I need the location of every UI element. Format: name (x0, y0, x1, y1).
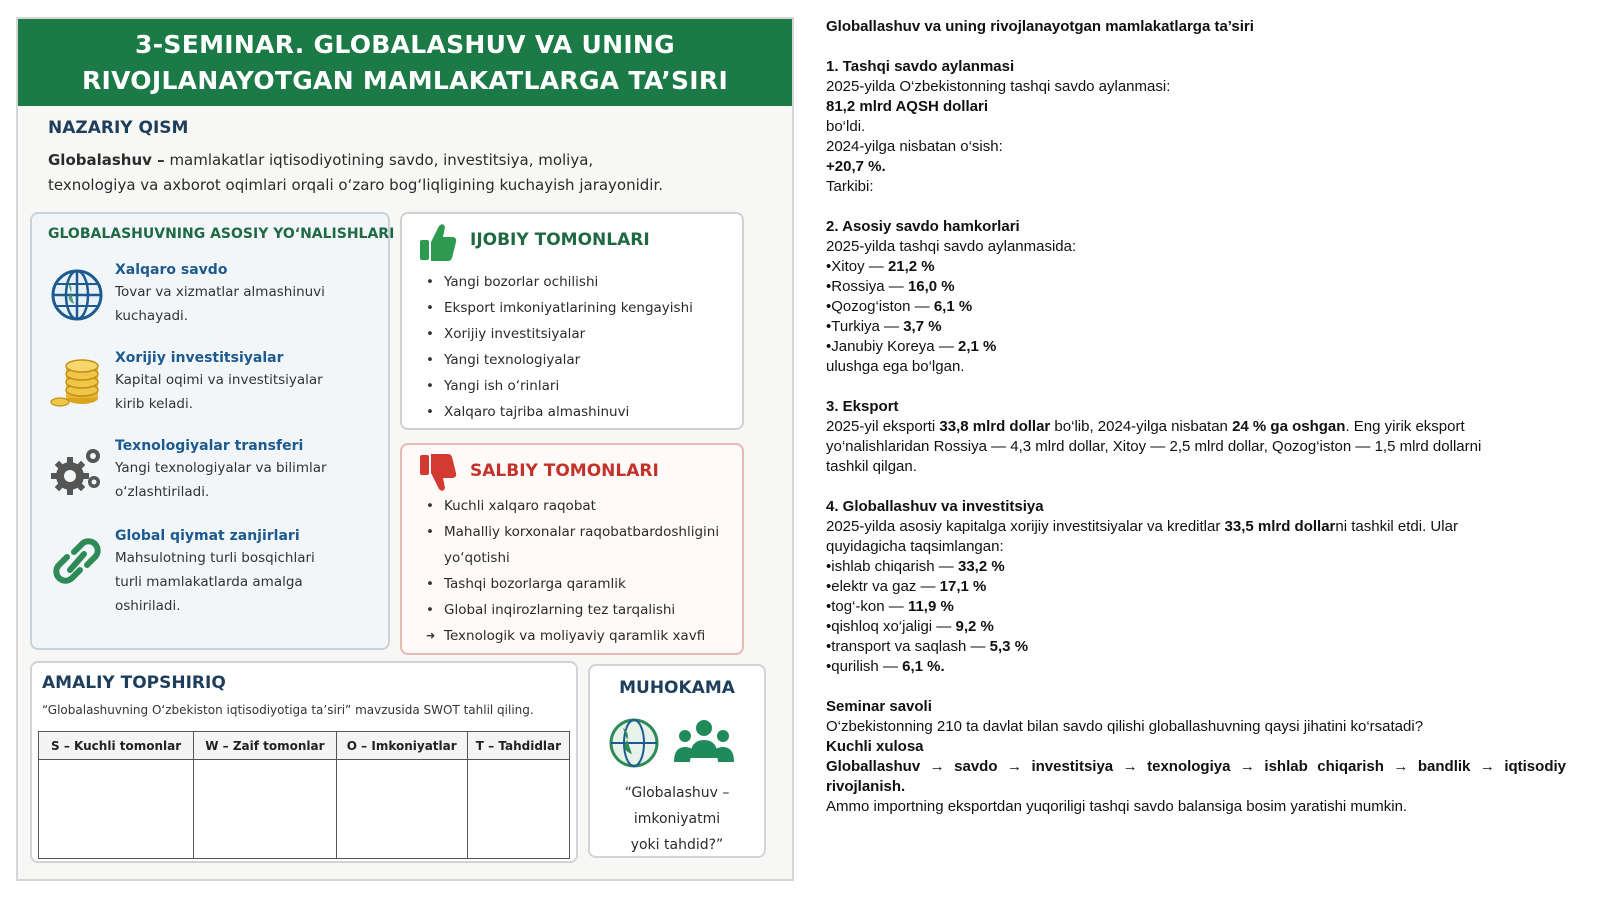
chain-link-icon (48, 530, 106, 592)
theory-section (48, 118, 748, 198)
section-title: Seminar savoli (826, 698, 932, 715)
section-title: 2. Asosiy savdo hamkorlari (826, 218, 1020, 235)
list-item: •Rossiya — 16,0 % (826, 278, 955, 295)
definition-line2: texnologiya va axborot oqimlari orqali o‘zaro bog‘liqligining kuchayish jarayonidir. (48, 176, 664, 194)
discussion-quote: “Globalashuv – imkoniyatmi yoki tahdid?” (624, 785, 730, 853)
theory-title: NAZARIY QISM (48, 118, 189, 138)
section-text: ulushga ega bo‘lgan. (826, 358, 965, 375)
swot-cell (39, 760, 194, 859)
list-item: •Turkiya — 3,7 % (826, 318, 942, 335)
definition-term: Globalashuv – (48, 151, 165, 169)
section-text: 2025-yilda tashqi savdo aylanmasida: (826, 238, 1077, 255)
discussion-title: MUHOKAMA (619, 678, 735, 698)
discussion-card (588, 664, 766, 858)
list-item: •tog‘-kon — 11,9 % (826, 598, 954, 615)
pros-card (400, 212, 744, 430)
swot-opportunities-header: O – Imkoniyatlar (336, 732, 467, 760)
section-text: 2025-yilda O‘zbekistonning tashqi savdo aylanmasi: (826, 78, 1171, 95)
pros-list (426, 269, 736, 425)
list-item: • Global inqirozlarning tez tarqalishi (426, 597, 736, 623)
cons-title: SALBIY TOMONLARI (470, 461, 659, 481)
direction-text: Kapital oqimi va investitsiyalar kirib keladi. (115, 372, 323, 412)
practice-card (30, 661, 578, 863)
swot-cell (194, 760, 336, 859)
poster-title-line1: 3-SEMINAR. GLOBALASHUV VA UNING (135, 30, 675, 59)
cons-list (426, 493, 736, 649)
list-item: • Yangi bozorlar ochilishi (426, 269, 736, 295)
list-item: •ishlab chiqarish — 33,2 % (826, 558, 1005, 575)
directions-title: GLOBALASHUVNING ASOSIY YO‘NALISHLARI (48, 226, 395, 242)
seminar-question: O‘zbekistonning 210 ta davlat bilan savdo qilishi globallashuvning qaysi jihatini ko‘rsatadi? (826, 718, 1424, 735)
coins-icon (48, 352, 106, 414)
gears-icon (48, 440, 106, 502)
globe-icon (611, 720, 657, 766)
list-item: •Janubiy Koreya — 2,1 % (826, 338, 997, 355)
list-item: •qurilish — 6,1 %. (826, 658, 945, 675)
section-text: Tarkibi: (826, 178, 874, 195)
poster-header (18, 19, 792, 106)
swot-threats-header: T – Tahdidlar (467, 732, 569, 760)
swot-cell (467, 760, 569, 859)
section-text: 2025-yilda asosiy kapitalga xorijiy investitsiyalar va kreditlar 33,5 mlrd dollarni tashkil etdi. Ular (826, 518, 1458, 535)
list-item: • Xalqaro tajriba almashinuvi (426, 399, 736, 425)
conclusion-chain: Globallashuv → savdo → investitsiya → texnologiya → ishlab chiqarish → bandlik → iqtisodiy rivojlanish. (826, 758, 1566, 795)
globalization-definition (48, 148, 748, 198)
direction-title: Xalqaro savdo (115, 262, 228, 278)
section-text: bo‘ldi. (826, 118, 866, 135)
thumbs-down-icon (418, 451, 458, 495)
section-title: 1. Tashqi savdo aylanmasi (826, 58, 1015, 75)
list-item: yo‘qotishi (444, 550, 510, 566)
section-title: 4. Globallashuv va investitsiya (826, 498, 1044, 515)
direction-title: Xorijiy investitsiyalar (115, 350, 284, 366)
conclusion-title: Kuchli xulosa (826, 738, 924, 755)
swot-strengths-header: S – Kuchli tomonlar (39, 732, 194, 760)
list-item: •Xitoy — 21,2 % (826, 258, 935, 275)
section-text: 2024-yilga nisbatan o‘sish: (826, 138, 1003, 155)
list-item: •elektr va gaz — 17,1 % (826, 578, 987, 595)
direction-text: Mahsulotning turli bosqichlari turli mamlakatlarda amalga oshiriladi. (115, 550, 315, 614)
article-heading: Globallashuv va uning rivojlanayotgan mamlakatlarga ta’siri (826, 18, 1254, 35)
directions-card (30, 212, 395, 650)
article (826, 17, 1586, 817)
practice-title: AMALIY TOPSHIRIQ (42, 673, 226, 693)
list-item: • Mahalliy korxonalar raqobatbardoshligini (426, 519, 736, 545)
list-item: • Kuchli xalqaro raqobat (426, 493, 736, 519)
section-text: 2025-yil eksporti 33,8 mlrd dollar bo‘lib, 2024-yilga nisbatan 24 % ga oshgan. Eng yirik eksport (826, 418, 1465, 435)
list-item: • Yangi texnologiyalar (426, 347, 736, 373)
list-item: • Xorijiy investitsiyalar (426, 321, 736, 347)
list-item: ➜ Texnologik va moliyaviy qaramlik xavfi (426, 623, 736, 649)
section-title: 3. Eksport (826, 398, 899, 415)
list-item: • Yangi ish o‘rinlari (426, 373, 736, 399)
growth-value: +20,7 %. (826, 158, 886, 175)
discussion-icons (608, 714, 748, 772)
list-item: •qishloq xo‘jaligi — 9,2 % (826, 618, 994, 635)
conclusion-note: Ammo importning eksportdan yuqoriligi tashqi savdo balansiga bosim yaratishi mumkin. (826, 798, 1408, 815)
list-item: • Eksport imkoniyatlarining kengayishi (426, 295, 736, 321)
section-text: quyidagicha taqsimlangan: (826, 538, 1004, 555)
direction-text: Yangi texnologiyalar va bilimlar o‘zlashtiriladi. (115, 460, 327, 500)
section-text: yo‘nalishlaridan Rossiya — 4,3 mlrd dollar, Xitoy — 2,5 mlrd dollar, Qozog‘iston — 1,5 mlrd dollarni (826, 438, 1482, 455)
list-item: •transport va saqlash — 5,3 % (826, 638, 1029, 655)
thumbs-up-icon (418, 220, 458, 264)
pros-title: IJOBIY TOMONLARI (470, 230, 650, 250)
list-item: •Qozog‘iston — 6,1 % (826, 298, 973, 315)
globe-icon (48, 264, 106, 326)
definition-line1: mamlakatlar iqtisodiyotining savdo, investitsiya, moliya, (164, 151, 594, 169)
list-item: • Tashqi bozorlarga qaramlik (426, 571, 736, 597)
direction-text: Tovar va xizmatlar almashinuvi kuchayadi. (115, 284, 325, 324)
cons-card (400, 443, 744, 655)
swot-table (38, 731, 570, 859)
swot-weaknesses-header: W – Zaif tomonlar (194, 732, 336, 760)
seminar-poster (16, 17, 794, 881)
direction-title: Texnologiyalar transferi (115, 438, 304, 454)
practice-task: “Globalashuvning O‘zbekiston iqtisodiyotiga ta’siri” mavzusida SWOT tahlil qiling. (42, 703, 534, 717)
swot-cell (336, 760, 467, 859)
trade-turnover-value: 81,2 mlrd AQSH dollari (826, 98, 988, 115)
section-text: tashkil qilgan. (826, 458, 917, 475)
poster-title-line2: RIVOJLANAYOTGAN MAMLAKATLARGA TA’SIRI (81, 66, 729, 95)
people-group-icon (674, 720, 734, 762)
direction-title: Global qiymat zanjirlari (115, 528, 300, 544)
